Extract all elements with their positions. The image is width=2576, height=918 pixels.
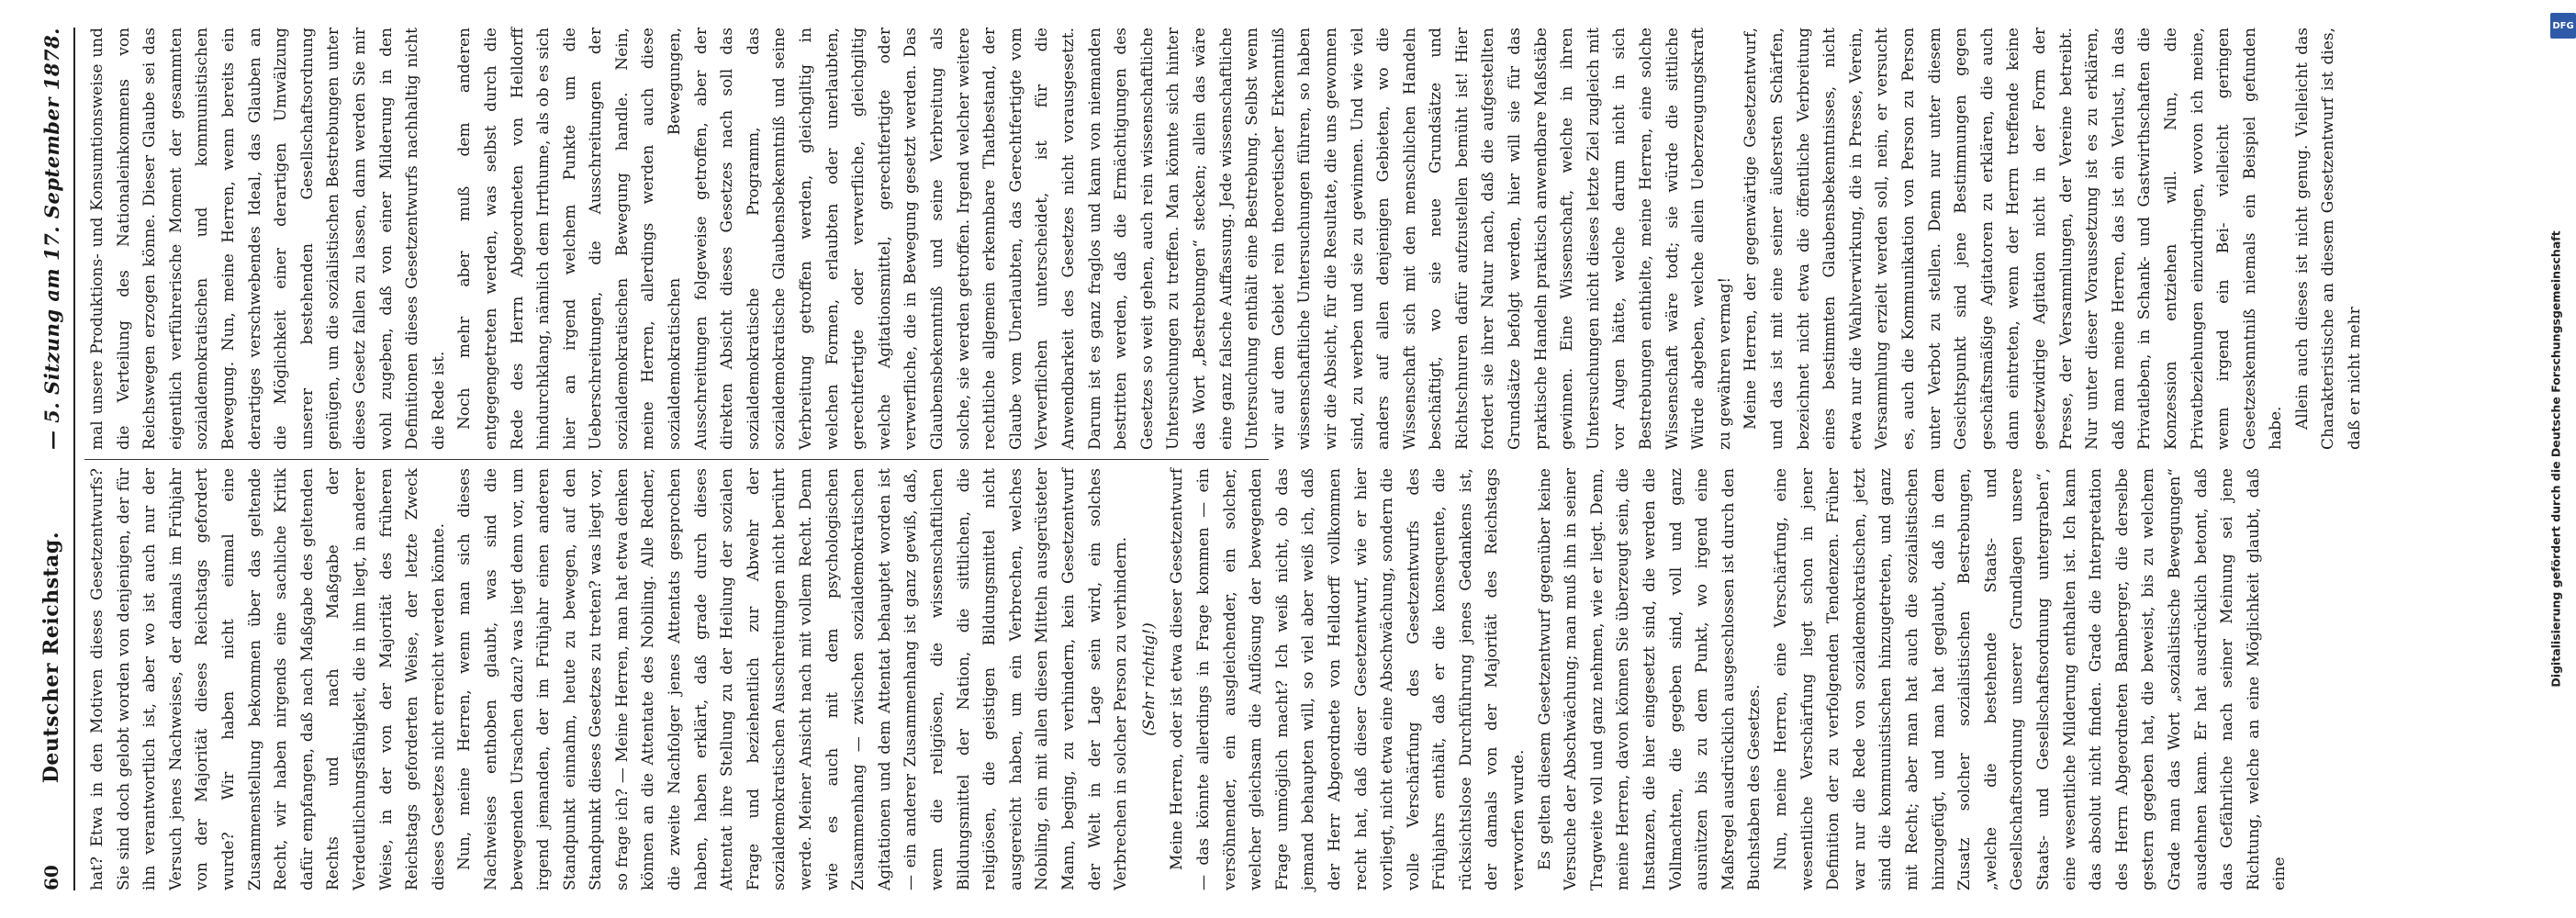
interjection: (Sehr richtig!)	[1139, 622, 1159, 736]
digitization-credit-text: Digitalisierung gefördert durch die Deutsche Forschungsgemeinschaft	[2548, 230, 2563, 688]
dfg-logo: DFG	[2550, 13, 2576, 39]
paragraph: mal unsere Produktions- und Konsumtionsweise und die Verteilung des Nationaleinkommens von Reichswegen erzogen könne. Dieser Glaube sei das eigentlich verführerische Moment der gesammten sozialdemokratischen und kommunistischen Bewegung. Nun, meine Herren, wenn bereits ein derartiges verschwebendes Ideal, das Glauben an die Möglichkeit einer derartigen Umwälzung unserer bestehenden Gesellschaftsordnung genügen, um die sozialistischen Bestrebungen unter dieses Gesetz fallen zu lassen, dann werden Sie mir wohl zugeben, daß von einer Milderung in den Definitionen dieses Gesetzentwurfs nachhaltig nicht die Rede ist.	[88, 28, 448, 450]
paragraph: Meine Herren, oder ist etwa dieser Gesetzentwurf — das könnte allerdings in Frage kommen — ein versöhnender, ein ausgleichender, ein solcher, welcher gleichsam die Auflösung der bewegenden Frage unmöglich macht? Ich weiß nicht, ob das jemand behaupten will, so viel aber weiß ich, daß der Herr Abgeordnete von Helldorff vollkommen recht hat, daß dieser Gesetzentwurf, wie er hier vorliegt, nicht etwa eine Abschwächung, sondern die volle Verschärfung des Gesetzentwurfs des Frühjahrs enthält, daß er die konsequente, die rücksichtslose Durchführung jenes Gedankens ist, der damals von der Majorität des Reichstags verworfen wurde.	[1168, 468, 1529, 890]
paragraph: Allein auch dieses ist nicht genug. Vielleicht das Charakteristische an diesem Gesetzentwurf ist dies, daß er nicht mehr	[2292, 28, 2365, 450]
paragraph: hat? Etwa in den Motiven dieses Gesetzentwurfs? Sie sind doch gelobt worden von denjenigen, der für ihn verantwortlich ist, aber wo ist auch nur der Versuch jenes Nachweises, der damals im Frühjahr von der Majorität dieses Reichstags gefordert wurde? Wir haben nicht einmal eine Zusammenstellung bekommen über das geltende Recht, wir haben nirgends eine sachliche Kritik dafür empfangen, daß nach Maßgabe des geltenden Rechts und nach Maßgabe der Verdeutlichungsfähigkeit, die in ihm liegt, in anderer Weise, in der von der Majorität des früheren Reichstags geforderten Weise, der letzte Zweck dieses Gesetzes nicht erreicht werden könnte.	[88, 468, 448, 890]
page-number: 60	[40, 865, 62, 890]
column-divider	[84, 459, 1269, 460]
running-title: Deutscher Reichstag.	[39, 532, 63, 784]
session-title: — 5. Sitzung am 17. September 1878.	[39, 28, 63, 451]
header-rule	[73, 28, 75, 890]
paragraph: Nun, meine Herren, wenn man sich dieses Nachweises enthoben glaubt, was sind die bewegenden Ursachen dazu? was liegt denn vor, um irgend jemanden, der im Frühjahr einen anderen Standpunkt einnahm, heute zu bewegen, auf den Standpunkt dieses Gesetzes zu treten? was liegt vor, so frage ich? — Meine Herren, man hat etwa denken können an die Attentate des Nobiling. Alle Redner, die zweite Nachfolger jenes Attentats gesprochen haben, haben erklärt, daß grade durch dieses Attentat ihre Stellung zu der Heilung der sozialen Frage und beziehentlich zur Abwehr der sozialdemokratischen Ausschreitungen nicht berührt werde. Meiner Ansicht nach mit vollem Recht. Denn wie es auch mit dem psychologischen Zusammenhang — zwischen sozialdemokratischen Agitationen und dem Attentat behauptet worden ist — ein anderer Zusammenhang ist ganz gewiß, daß, wenn die religiösen, die wissenschaftlichen Bildungsmittel der Nation, die sittlichen, die religiösen, die geistigen Bildungsmittel nicht ausgereicht haben, um ein Verbrechen, welches Nobiling, ein mit allen diesen Mitteln ausgerüsteter Mann, beging, zu verhindern, kein Gesetzentwurf der Welt in der Lage sein wird, ein solches Verbrechen in solcher Person zu verhindern.	[455, 468, 1131, 890]
paragraph: Es gelten diesem Gesetzentwurf gegenüber keine Versuche der Abschwächung; man muß ihn in seiner Tragweite voll und ganz nehmen, wie er liegt. Denn, meine Herren, davon können Sie überzeugt sein, die Instanzen, die hier eingesetzt sind, die werden die Vollmachten, die gegeben sind, voll und ganz ausnützen bis zu dem Punkt, wo irgend eine Maßregel ausdrücklich ausgeschlossen ist durch den Buchstaben des Gesetzes.	[1535, 468, 1764, 890]
paragraph: Noch mehr aber muß dem anderen entgegengetreten werden, was selbst durch die Rede des Herrn Abgeordneten von Helldorff hindurchklang, nämlich dem Irrthume, als ob es sich hier an irgend welchem Punkte um die Ueberschreitungen, die Ausschreitungen der sozialdemokratischen Bewegung handle. Nein, meine Herren, allerdings werden auch diese sozialdemokratischen Bewegungen, Ausschreitungen folgeweise getroffen, aber der direkten Absicht dieses Gesetzes nach soll das sozialdemokratische Programm, das sozialdemokratische Glaubensbekenntniß und seine Verbreitung getroffen werden, gleichgiltig in welchen Formen, erlaubten oder unerlaubten, gerechtfertigte oder verwerfliche, gleichgiltig welche Agitationsmittel, gerechtfertigte oder verwerfliche, die in Bewegung gesetzt werden. Das Glaubensbekenntniß und seine Verbreitung als solche, sie werden getroffen. Irgend welcher weitere rechtliche allgemein erkennbare Thatbestand, der Glaube vom Unerlaubten, das Gerechtfertigte vom Verwerflichen unterscheidet, ist für die Anwendbarkeit des Gesetzes nicht vorausgesetzt. Darum ist es ganz fraglos und kann von niemanden bestritten werden, daß die Ermächtigungen des Gesetzes so weit gehen, auch rein wissenschaftliche Untersuchungen zu treffen. Man könnte sich hinter das Wort „Bestrebungen“ stecken; allein das wäre eine ganz falsche Auffassung. Jede wissenschaftliche Untersuchung enthält eine Bestrebung. Selbst wenn wir auf dem Gebiet rein theoretischer Erkenntniß wissenschaftliche Untersuchungen führen, so haben wir die Absicht, für die Resultate, die uns gewonnen sind, zu werben und sie zu gewinnen. Und wie viel anders auf allen denjenigen Gebieten, wo die Wissenschaft sich mit den menschlichen Handeln beschäftigt, wo sie neue Grundsätze und Richtschnuren dafür aufzustellen bemüht ist! Hier fordert sie ihrer Natur nach, daß die aufgestellten Grundsätze befolgt werden, hier will sie für das praktische Handeln praktisch anwendbare Maßstäbe gewinnen. Eine Wissenschaft, welche in ihren Untersuchungen nicht dieses letzte Ziel zugleich mit vor Augen hätte, welche darum nicht in sich Bestrebungen enthielte, meine Herren, eine solche Wissenschaft wäre todt; sie würde die sittliche Würde abgeben, welche allein Ueberzeugungskraft zu gewähren vermag!	[455, 28, 1734, 450]
page-header	[33, 28, 70, 890]
right-column	[84, 28, 2365, 450]
paragraph: Nun, meine Herren, eine Verschärfung, eine wesentliche Verschärfung liegt schon in jener Definition der zu verfolgenden Tendenzen. Früher war nur die Rede von sozialdemokratischen, jetzt sind die kommunistischen hinzugetreten, und ganz mit Recht; aber man hat auch die sozialistischen hinzugefügt, und man hat geglaubt, daß in dem Zusatz solcher sozialistischen Bestrebungen, „welche die bestehende Staats- und Gesellschaftsordnung unserer Grundlagen unsere Staats- und Gesellschaftsordnung untergraben“, eine wesentliche Milderung enthalten ist. Ich kann das absolut nicht finden. Grade die Interpretation des Herrn Abgeordneten Bamberger, die derselbe gestern gegeben hat, die beweist, bis zu welchem Grade man das Wort „sozialistische Bewegungen“ ausdehnen kann. Er hat ausdrücklich betont, daß das Gefährliche nach seiner Meinung sei jene Richtung, welche an eine Möglichkeit glaubt, daß eine	[1772, 468, 2290, 890]
left-column	[84, 468, 2290, 890]
paragraph: Meine Herren, der gegenwärtige Gesetzentwurf, und das ist mit eine seiner äußersten Schärfen, bezeichnet nicht etwa die öffentliche Verbreitung eines bestimmten Glaubensbekenntnisses, nicht etwa nur die Wahlverwirkung, die in Presse, Verein, Versammlung erzielt werden soll, nein, er versucht es, auch die Kommunikation von Person zu Person unter Verbot zu stellen. Denn nur unter diesem Gesichtspunkt sind jene Bestimmungen gegen geschäftsmäßige Agitatoren zu erklären, die auch dann eintreten, wenn der Herrn treffende keine gesetzwidrige Agitation nicht in der Form der Presse, der Versammlungen, der Vereine betreibt. Nur unter dieser Voraussetzung ist es zu erklären, daß man meine Herren, das ist ein Verlust, in das Privatleben, in Schank- und Gastwirthschaften die Konzession entziehen will. Nun, die Privatbeziehungen einzudringen, wovon ich meine, wenn irgend ein Bei- vielleicht geringen Gesetzeskenntniß niemals ein Beispiel gefunden habe.	[1742, 28, 2286, 450]
